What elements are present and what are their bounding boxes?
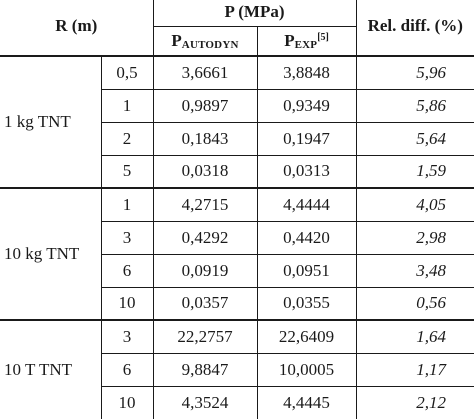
cell-p-autodyn: 0,9897 bbox=[153, 89, 257, 122]
cell-r: 10 bbox=[101, 386, 153, 419]
table-row bbox=[0, 320, 474, 353]
cell-p-exp: 0,0355 bbox=[257, 287, 356, 320]
header-r: R (m) bbox=[0, 0, 153, 56]
header-p-autodyn bbox=[153, 26, 257, 56]
cell-r: 2 bbox=[101, 122, 153, 155]
table-body bbox=[0, 56, 474, 419]
cell-p-autodyn: 0,0919 bbox=[153, 254, 257, 287]
cell-p-autodyn: 4,3524 bbox=[153, 386, 257, 419]
cell-r: 3 bbox=[101, 320, 153, 353]
cell-rel-diff: 1,17 bbox=[356, 353, 474, 386]
cell-rel-diff: 2,12 bbox=[416, 392, 447, 412]
cell-rel-diff: 0,56 bbox=[356, 287, 474, 320]
cell-p-autodyn: 4,2715 bbox=[153, 188, 257, 221]
group-label: 10 T TNT bbox=[0, 320, 101, 419]
cell-p-exp: 0,0313 bbox=[257, 155, 356, 188]
cell-p-exp: 0,9349 bbox=[257, 89, 356, 122]
cell-rel-diff: 5,64 bbox=[356, 122, 474, 155]
header-p-exp bbox=[257, 26, 356, 56]
cell-r: 6 bbox=[101, 353, 153, 386]
cell-rel-diff: 4,05 bbox=[356, 188, 474, 221]
cell-rel-diff: 1,64 bbox=[356, 320, 474, 353]
header-p-exp-ref: [5] bbox=[317, 31, 329, 43]
cell-r: 10 bbox=[101, 287, 153, 320]
cell-rel-diff: 2,98 bbox=[356, 221, 474, 254]
cell-p-autodyn: 0,0318 bbox=[153, 155, 257, 188]
table-row bbox=[0, 56, 474, 89]
header-p-autodyn-sub: AUTODYN bbox=[181, 38, 239, 51]
cell-p-exp: 22,6409 bbox=[257, 320, 356, 353]
cell-p-exp: 10,0005 bbox=[257, 353, 356, 386]
header-p: P (MPa) bbox=[153, 0, 356, 26]
cell-r: 1 bbox=[101, 188, 153, 221]
cell-p-autodyn: 0,1843 bbox=[153, 122, 257, 155]
cell-rel-diff: 1,59 bbox=[356, 155, 474, 188]
cell-p-exp: 4,4445 bbox=[257, 386, 356, 419]
header-p-exp-sub: EXP bbox=[294, 38, 318, 51]
cell-p-autodyn: 3,6661 bbox=[153, 56, 257, 89]
table-row bbox=[0, 188, 474, 221]
cell-p-autodyn: 0,0357 bbox=[153, 287, 257, 320]
header-p-exp-main: P bbox=[284, 30, 295, 50]
cell-r: 1 bbox=[101, 89, 153, 122]
cell-rel-diff: 5,96 bbox=[356, 56, 474, 89]
cell-p-autodyn: 0,4292 bbox=[153, 221, 257, 254]
cell-p-autodyn: 9,8847 bbox=[153, 353, 257, 386]
cell-rel-diff: 5,86 bbox=[356, 89, 474, 122]
cell-r: 6 bbox=[101, 254, 153, 287]
header-p-autodyn-main: P bbox=[171, 30, 182, 50]
group-label: 1 kg TNT bbox=[0, 56, 101, 188]
cell-r: 0,5 bbox=[101, 56, 153, 89]
cell-p-exp: 3,8848 bbox=[257, 56, 356, 89]
group-label: 10 kg TNT bbox=[0, 188, 101, 320]
cell-r: 3 bbox=[101, 221, 153, 254]
cell-p-exp: 0,1947 bbox=[257, 122, 356, 155]
cell-r: 5 bbox=[101, 155, 153, 188]
cell-p-autodyn: 22,2757 bbox=[153, 320, 257, 353]
cell-p-exp: 4,4444 bbox=[257, 188, 356, 221]
cell-p-exp: 0,0951 bbox=[257, 254, 356, 287]
cell-p-exp: 0,4420 bbox=[257, 221, 356, 254]
cell-rel-diff: 3,48 bbox=[356, 254, 474, 287]
header-rel-diff: Rel. diff. (%) bbox=[356, 0, 474, 56]
